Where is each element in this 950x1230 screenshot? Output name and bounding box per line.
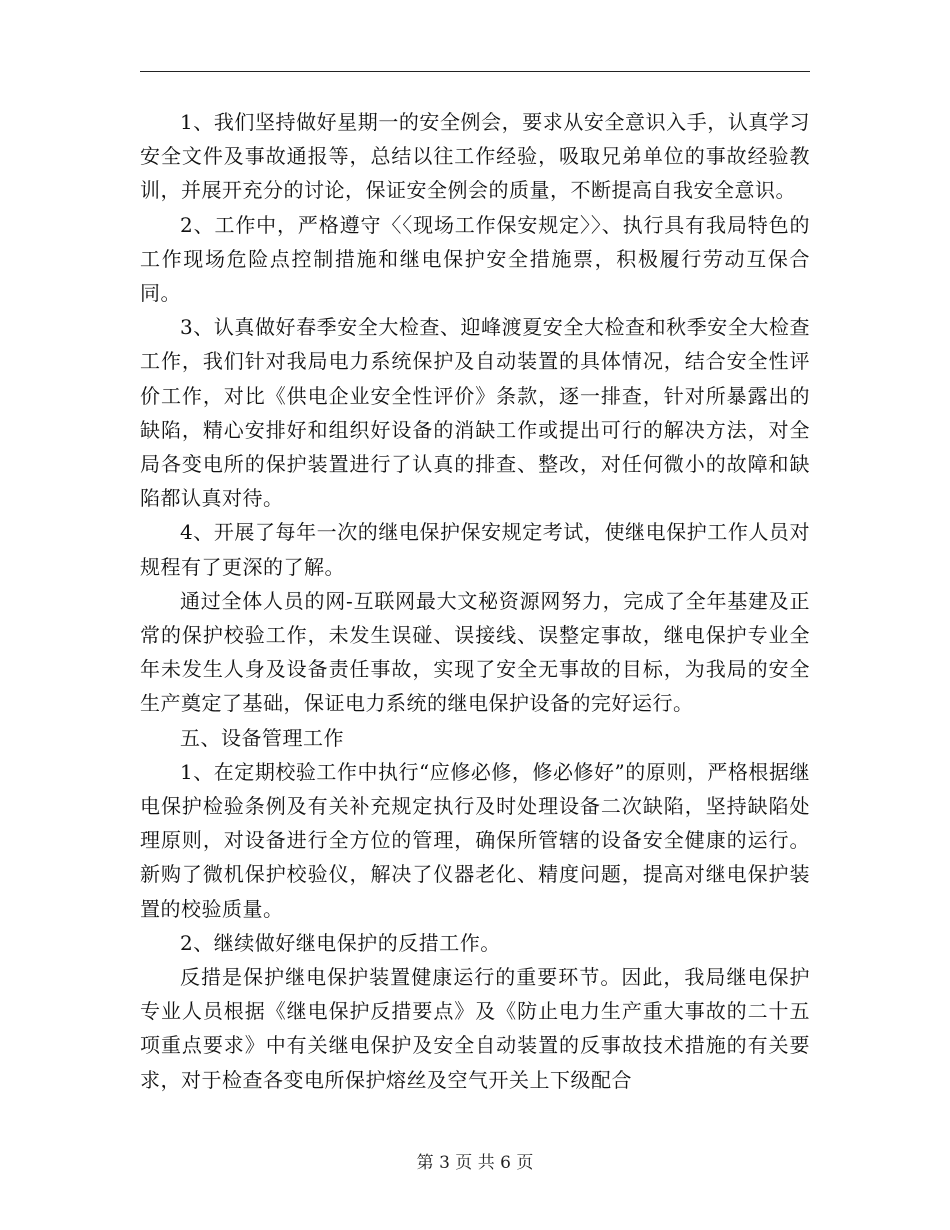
body-text xyxy=(140,105,810,1097)
paragraph-safety-meeting: 1、我们坚持做好星期一的安全例会，要求从安全意识入手，认真学习安全文件及事故通报等，总结以往工作经验，吸取兄弟单位的事故经验教训，并展开充分的讨论，保证安全例会的质量，不断提高自我安全意识。 xyxy=(140,110,810,203)
paragraph-countermeasures-detail: 反措是保护继电保护装置健康运行的重要环节。因此，我局继电保护专业人员根据《继电保护反措要点》及《防止电力生产重大事故的二十五项重点要求》中有关继电保护及安全自动装置的反事故技术措施的有关要求，对于检查各变电所保护熔丝及空气开关上下级配合 xyxy=(140,965,810,1092)
paragraph-work-rules: 2、工作中，严格遵守〈〈现场工作保安规定〉〉、执行具有我局特色的工作现场危险点控制措施和继电保护安全措施票，积极履行劳动互保合同。 xyxy=(140,212,810,306)
section-heading-equipment: 五、设备管理工作 xyxy=(180,725,344,750)
paragraph-exam: 4、开展了每年一次的继电保护保安规定考试，使继电保护工作人员对规程有了更深的了解。 xyxy=(140,520,810,579)
page-number: 第 3 页 共 6 页 xyxy=(416,1153,534,1173)
paragraph-periodic-calibration: 1、在定期校验工作中执行“应修必修，修必修好”的原则，严格根据继电保护检验条例及有关补充规定执行及时处理设备二次缺陷，坚持缺陷处理原则，对设备进行全方位的管理，确保所管辖的设备安全健康的运行。新购了微机保护校验仪，解决了仪器老化、精度问题，提高对继电保护装置的校验质量。 xyxy=(140,759,810,921)
paragraph-countermeasures: 2、继续做好继电保护的反措工作。 xyxy=(180,930,501,955)
paragraph-summary: 通过全体人员的网-互联网最大文秘资源网努力，完成了全年基建及正常的保护校验工作，未发生误碰、误接线、误整定事故，继电保护专业全年未发生人身及设备责任事故，实现了安全无事故的目标，为我局的安全生产奠定了基础，保证电力系统的继电保护设备的完好运行。 xyxy=(140,588,810,716)
header-rule xyxy=(140,71,810,72)
paragraph-safety-inspection: 3、认真做好春季安全大检查、迎峰渡夏安全大检查和秋季安全大检查工作，我们针对我局电力系统保护及自动装置的具体情况，结合安全性评价工作，对比《供电企业安全性评价》条款，逐一排查，针对所暴露出的缺陷，精心安排好和组织好设备的消缺工作或提出可行的解决方法，对全局各变电所的保护装置进行了认真的排查、整改，对任何微小的故障和缺陷都认真对待。 xyxy=(140,315,810,511)
